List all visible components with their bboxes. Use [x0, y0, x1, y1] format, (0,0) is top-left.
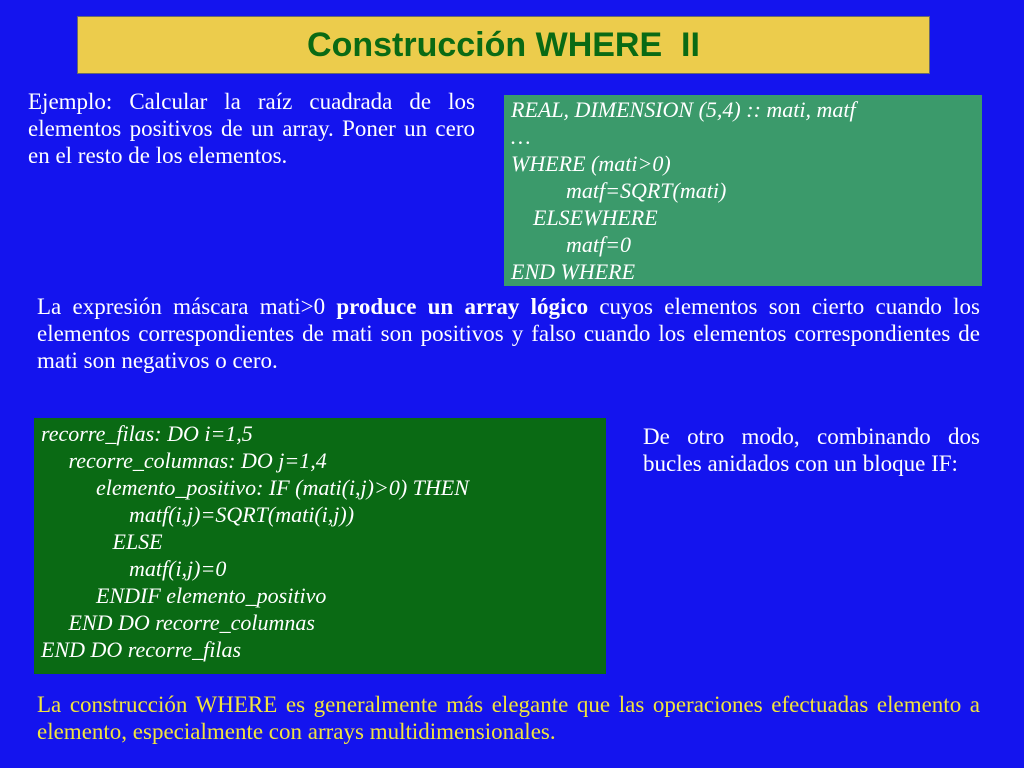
code-line: matf(i,j)=SQRT(mati(i,j)): [41, 502, 355, 527]
code-line: ELSE: [41, 529, 163, 554]
where-code-block: [504, 95, 982, 286]
code-line: REAL, DIMENSION (5,4) :: mati, matf: [511, 97, 856, 122]
loop-code-block: [34, 418, 606, 674]
mask-text-before: La expresión máscara mati>0: [37, 294, 337, 319]
code-line: matf=SQRT(mati): [511, 178, 727, 203]
code-line: matf=0: [511, 232, 631, 257]
slide-title: Construcción WHERE II: [307, 25, 700, 64]
code-line: ELSEWHERE: [511, 205, 658, 230]
title-banner: [77, 16, 930, 74]
code-line: recorre_filas: DO i=1,5: [41, 421, 253, 446]
code-line: END DO recorre_filas: [41, 637, 242, 662]
code-line: matf(i,j)=0: [41, 556, 227, 581]
mask-paragraph: [37, 293, 980, 374]
intro-paragraph: Ejemplo: Calcular la raíz cuadrada de los elementos positivos de un array. Poner un cero en el resto de los elementos.: [28, 89, 475, 168]
alternative-paragraph: De otro modo, combinando dos bucles anidados con un bloque IF:: [643, 424, 980, 476]
code-line: recorre_columnas: DO j=1,4: [41, 448, 327, 473]
code-line: END DO recorre_columnas: [41, 610, 315, 635]
closing-paragraph: La construcción WHERE es generalmente más elegante que las operaciones efectuadas elemento a elemento, especialmente con arrays multidimensionales.: [37, 692, 980, 744]
mask-text-after: cuyos elementos son cierto cuando los elementos correspondientes de mati son positivos y falso cuando los elementos correspondientes de mati son negativos o cero.: [37, 294, 981, 373]
code-line: WHERE (mati>0): [511, 151, 671, 176]
code-line: elemento_positivo: IF (mati(i,j)>0) THEN: [41, 475, 469, 500]
code-line: ENDIF elemento_positivo: [41, 583, 327, 608]
code-line: …: [511, 124, 531, 149]
code-line: END WHERE: [511, 259, 636, 284]
mask-text-bold: produce un array lógico: [336, 294, 589, 319]
